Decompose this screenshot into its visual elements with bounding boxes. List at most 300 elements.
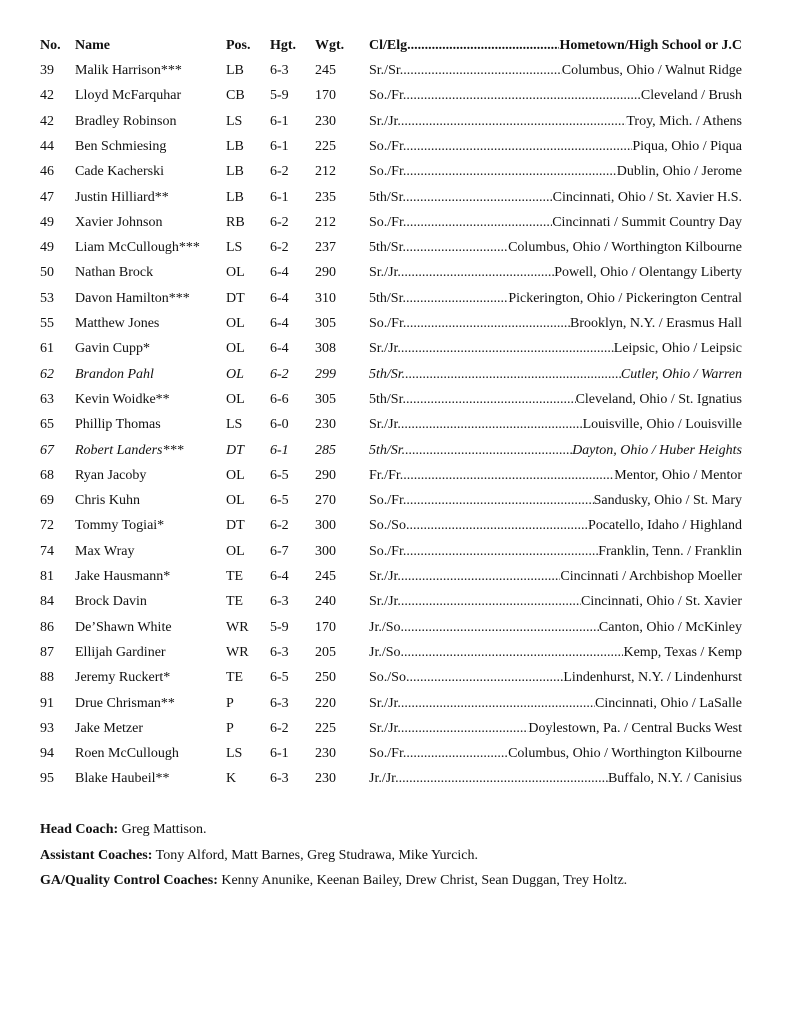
player-height: 6-1 (270, 138, 289, 154)
player-class: Sr./Jr. (369, 594, 401, 610)
player-class-hometown (369, 136, 742, 158)
player-hometown: Troy, Mich. / Athens (626, 113, 742, 129)
table-row (0, 338, 798, 360)
table-row (0, 667, 798, 689)
player-weight: 230 (315, 417, 336, 433)
player-position: LS (226, 113, 243, 129)
player-position: LB (226, 164, 244, 180)
player-name: Kevin Woidke** (75, 391, 170, 407)
player-name: Tommy Togiai* (75, 518, 165, 534)
assistant-coaches-value: Tony Alford, Matt Barnes, Greg Studrawa, Mike Yurcich. (152, 848, 479, 863)
player-height: 6-1 (270, 113, 289, 129)
player-class-hometown (369, 693, 742, 715)
table-row (0, 718, 798, 740)
player-weight: 285 (315, 442, 336, 458)
player-class-hometown (369, 465, 742, 487)
head-coach-value: Greg Mattison. (118, 822, 207, 837)
player-hometown: Dayton, Ohio / Huber Heights (572, 442, 742, 458)
player-class: 5th/Sr. (369, 391, 406, 407)
dot-leader (406, 187, 553, 209)
player-number: 84 (40, 594, 54, 610)
player-height: 6-7 (270, 543, 289, 559)
dot-leader (401, 591, 581, 613)
player-weight: 305 (315, 391, 336, 407)
player-name: Liam McCullough*** (75, 240, 200, 256)
player-height: 6-1 (270, 746, 289, 762)
player-height: 6-3 (270, 594, 289, 610)
player-weight: 205 (315, 644, 336, 660)
player-name: Gavin Cupp* (75, 341, 151, 357)
player-hometown: Cleveland / Brush (640, 88, 742, 104)
player-number: 65 (40, 417, 54, 433)
player-name: Phillip Thomas (75, 417, 161, 433)
player-class: Jr./So. (369, 644, 405, 660)
player-height: 6-5 (270, 493, 289, 509)
table-row (0, 515, 798, 537)
dot-leader (401, 414, 583, 436)
player-position: K (226, 771, 237, 787)
player-class-hometown (369, 389, 742, 411)
player-name: De’Shawn White (75, 619, 172, 635)
player-name: Brandon Pahl (75, 366, 154, 382)
player-name: Matthew Jones (75, 316, 160, 331)
player-hometown: Leipsic, Ohio / Leipsic (613, 341, 742, 357)
table-row (0, 617, 798, 639)
player-weight: 212 (315, 214, 336, 230)
table-row (0, 566, 798, 588)
table-row (0, 237, 798, 259)
player-weight: 290 (315, 467, 336, 483)
player-class-hometown (369, 212, 742, 234)
player-weight: 237 (315, 240, 336, 256)
table-row (0, 490, 798, 512)
player-class: Sr./Jr. (369, 417, 401, 433)
player-height: 6-5 (270, 670, 289, 686)
player-height: 6-3 (270, 695, 289, 711)
player-number: 87 (40, 644, 54, 660)
player-number: 69 (40, 493, 54, 509)
player-weight: 300 (315, 543, 336, 559)
dot-leader (406, 288, 508, 310)
player-number: 94 (40, 746, 54, 762)
player-name: Ben Schmiesing (75, 138, 167, 154)
player-class-hometown (369, 161, 742, 183)
player-class: 5th/Sr. (369, 442, 406, 458)
player-height: 6-3 (270, 644, 289, 660)
header-number: No. (40, 38, 61, 53)
player-class: Sr./Jr. (369, 265, 401, 281)
player-height: 6-1 (270, 189, 289, 205)
player-height: 6-1 (270, 442, 289, 458)
player-number: 67 (40, 442, 54, 458)
player-class-hometown (369, 187, 742, 209)
player-class-hometown (369, 490, 742, 512)
player-hometown: Lindenhurst, N.Y. / Lindenhurst (563, 670, 742, 686)
player-position: OL (226, 366, 244, 382)
dot-leader (399, 768, 608, 790)
dot-leader (401, 338, 614, 360)
table-row (0, 161, 798, 183)
player-hometown: Doylestown, Pa. / Central Bucks West (528, 720, 742, 736)
player-hometown: Cincinnati / Archbishop Moeller (560, 569, 742, 584)
table-row (0, 136, 798, 158)
player-number: 42 (40, 88, 54, 104)
table-row (0, 60, 798, 82)
player-number: 39 (40, 63, 54, 78)
player-class-hometown (369, 414, 742, 436)
player-position: P (226, 695, 234, 711)
assistant-coaches-label: Assistant Coaches: (40, 848, 153, 863)
player-class-hometown (369, 667, 742, 689)
player-class: So./Fr. (369, 316, 407, 331)
player-height: 6-4 (270, 316, 289, 331)
dot-leader (401, 111, 626, 133)
player-name: Jeremy Ruckert* (75, 670, 171, 686)
player-height: 6-3 (270, 771, 289, 787)
player-class-hometown (369, 591, 742, 613)
head-coach-line (40, 819, 206, 841)
table-row (0, 414, 798, 436)
player-number: 81 (40, 569, 54, 584)
player-class-hometown (369, 440, 742, 462)
dot-leader (406, 389, 576, 411)
player-name: Lloyd McFarquhar (75, 88, 182, 104)
player-position: WR (226, 619, 249, 635)
player-class: So./Fr. (369, 164, 407, 180)
player-name: Xavier Johnson (75, 214, 163, 230)
player-number: 74 (40, 543, 54, 559)
player-position: OL (226, 316, 245, 331)
player-class-hometown (369, 743, 742, 765)
player-weight: 212 (315, 164, 336, 180)
player-class: 5th/Sr. (369, 290, 406, 306)
player-name: Bradley Robinson (75, 113, 177, 129)
player-height: 6-0 (270, 417, 289, 433)
player-weight: 220 (315, 695, 336, 711)
player-hometown: Cincinnati, Ohio / LaSalle (595, 695, 742, 711)
dot-leader (409, 667, 563, 689)
player-name: Jake Hausmann* (75, 569, 171, 584)
dot-leader (406, 541, 598, 563)
header-class: Cl/Elg (369, 38, 408, 53)
player-number: 53 (40, 290, 54, 306)
player-name: Justin Hilliard** (75, 189, 169, 205)
player-position: P (226, 720, 234, 736)
player-number: 61 (40, 341, 54, 357)
player-position: TE (226, 569, 244, 584)
player-number: 47 (40, 189, 54, 205)
player-height: 6-4 (270, 341, 289, 357)
player-hometown: Cincinnati, Ohio / St. Xavier (581, 594, 742, 610)
player-class: Fr./Fr. (369, 467, 404, 483)
player-hometown: Buffalo, N.Y. / Canisius (607, 771, 742, 787)
player-position: OL (226, 391, 245, 407)
table-row (0, 768, 798, 790)
player-number: 44 (40, 138, 54, 154)
player-hometown: Dublin, Ohio / Jerome (616, 164, 742, 180)
player-height: 5-9 (270, 619, 289, 635)
player-weight: 230 (315, 746, 336, 762)
head-coach-label: Head Coach: (40, 822, 119, 837)
dot-leader (406, 743, 508, 765)
player-position: OL (226, 265, 245, 281)
player-number: 55 (40, 316, 54, 331)
table-row (0, 85, 798, 107)
player-class-hometown (369, 515, 742, 537)
player-height: 6-2 (270, 366, 289, 382)
player-hometown: Cincinnati, Ohio / St. Xavier H.S. (552, 189, 742, 205)
player-class: So./Fr. (369, 746, 407, 762)
ga-coaches-value: Kenny Anunike, Keenan Bailey, Drew Christ, Sean Duggan, Trey Holtz. (217, 873, 628, 888)
player-class: Sr./Jr. (369, 569, 401, 584)
player-weight: 270 (315, 493, 336, 509)
player-number: 88 (40, 670, 54, 686)
dot-leader (408, 617, 599, 639)
player-position: LB (226, 189, 244, 205)
player-position: RB (226, 214, 245, 230)
player-name: Malik Harrison*** (75, 63, 182, 78)
player-weight: 225 (315, 138, 336, 154)
player-hometown: Cincinnati / Summit Country Day (552, 214, 742, 230)
player-hometown: Pocatello, Idaho / Highland (588, 518, 742, 534)
player-number: 62 (40, 366, 54, 382)
player-weight: 245 (315, 63, 336, 78)
player-weight: 225 (315, 720, 336, 736)
table-row (0, 111, 798, 133)
header-weight: Wgt. (315, 38, 345, 53)
player-position: CB (226, 88, 245, 104)
player-number: 95 (40, 771, 54, 787)
roster-header-row (0, 35, 798, 57)
player-name: Robert Landers*** (75, 442, 184, 458)
player-class: So./Fr. (369, 214, 407, 230)
player-name: Blake Haubeil** (75, 771, 170, 787)
player-class-hometown (369, 288, 742, 310)
player-weight: 300 (315, 518, 336, 534)
player-height: 5-9 (270, 88, 289, 104)
player-number: 93 (40, 720, 54, 736)
assistant-coaches-line (40, 845, 478, 867)
header-position: Pos. (226, 38, 251, 53)
player-position: OL (226, 493, 245, 509)
player-height: 6-2 (270, 214, 289, 230)
player-class: So./Fr. (369, 493, 407, 509)
player-weight: 305 (315, 316, 336, 331)
player-class-hometown (369, 642, 742, 664)
table-row (0, 364, 798, 386)
player-hometown: Mentor, Ohio / Mentor (614, 467, 742, 483)
player-position: WR (226, 644, 249, 660)
dot-leader (406, 161, 616, 183)
player-class-hometown (369, 566, 742, 588)
player-weight: 245 (315, 569, 336, 584)
ga-coaches-line (40, 870, 627, 892)
player-class: So./Fr. (369, 88, 407, 104)
table-row (0, 440, 798, 462)
player-position: LS (226, 417, 243, 433)
player-name: Nathan Brock (75, 265, 154, 281)
player-hometown: Pickerington, Ohio / Pickerington Central (508, 290, 742, 306)
player-class: 5th/Sr. (369, 189, 406, 205)
player-height: 6-4 (270, 569, 289, 584)
player-hometown: Louisville, Ohio / Louisville (582, 417, 742, 433)
header-hometown: Hometown/High School or J.C (559, 38, 742, 53)
player-class-hometown (369, 85, 742, 107)
player-position: TE (226, 594, 244, 610)
player-class: So./Fr. (369, 138, 407, 154)
player-hometown: Powell, Ohio / Olentangy Liberty (554, 265, 742, 281)
player-weight: 250 (315, 670, 336, 686)
header-name: Name (75, 38, 110, 53)
player-weight: 235 (315, 189, 336, 205)
player-class: So./Fr. (369, 543, 407, 559)
table-row (0, 389, 798, 411)
player-class: So./So. (369, 518, 410, 534)
dot-leader (401, 566, 561, 588)
player-weight: 290 (315, 265, 336, 281)
player-height: 6-3 (270, 63, 289, 78)
player-hometown: Franklin, Tenn. / Franklin (598, 543, 742, 559)
player-hometown: Cleveland, Ohio / St. Ignatius (575, 391, 742, 407)
player-hometown: Columbus, Ohio / Walnut Ridge (561, 63, 742, 78)
player-number: 86 (40, 619, 54, 635)
player-position: OL (226, 341, 245, 357)
player-weight: 170 (315, 88, 336, 104)
player-height: 6-2 (270, 720, 289, 736)
table-row (0, 541, 798, 563)
player-height: 6-6 (270, 391, 289, 407)
player-name: Ellijah Gardiner (75, 644, 166, 660)
player-height: 6-4 (270, 290, 289, 306)
player-class-hometown (369, 541, 742, 563)
player-number: 50 (40, 265, 54, 281)
player-height: 6-4 (270, 265, 289, 281)
player-position: LB (226, 138, 244, 154)
player-class: Sr./Jr. (369, 720, 401, 736)
player-number: 49 (40, 240, 54, 256)
ga-coaches-label: GA/Quality Control Coaches: (40, 873, 218, 888)
player-position: TE (226, 670, 244, 686)
player-hometown: Brooklyn, N.Y. / Erasmus Hall (569, 316, 742, 331)
dot-leader (401, 262, 554, 284)
player-position: OL (226, 543, 245, 559)
player-number: 63 (40, 391, 54, 407)
table-row (0, 288, 798, 310)
player-weight: 240 (315, 594, 336, 610)
dot-leader (401, 718, 528, 740)
player-name: Max Wray (75, 543, 135, 559)
player-number: 49 (40, 214, 54, 230)
player-position: DT (226, 442, 244, 458)
player-number: 72 (40, 518, 54, 534)
player-class-hometown (369, 364, 742, 386)
player-height: 6-2 (270, 164, 289, 180)
dot-leader (409, 515, 588, 537)
player-hometown: Sandusky, Ohio / St. Mary (593, 493, 742, 509)
player-class: Sr./Sr. (369, 63, 404, 78)
player-class: 5th/Sr. (369, 366, 406, 382)
player-class: So./So. (369, 670, 410, 686)
player-class-hometown (369, 262, 742, 284)
player-hometown: Canton, Ohio / McKinley (598, 619, 742, 635)
player-position: DT (226, 518, 245, 534)
player-hometown: Kemp, Texas / Kemp (623, 644, 742, 660)
dot-leader (407, 35, 559, 57)
player-height: 6-2 (270, 518, 289, 534)
player-height: 6-2 (270, 240, 289, 256)
player-name: Chris Kuhn (75, 493, 140, 509)
player-weight: 308 (315, 341, 336, 357)
player-position: DT (226, 290, 245, 306)
player-hometown: Cutler, Ohio / Warren (620, 366, 742, 382)
dot-leader (406, 85, 641, 107)
player-weight: 310 (315, 290, 336, 306)
dot-leader (401, 693, 595, 715)
player-class-hometown (369, 60, 742, 82)
player-class-hometown (369, 237, 742, 259)
player-class-hometown (369, 718, 742, 740)
player-class: 5th/Sr. (369, 240, 406, 256)
player-class-hometown (369, 617, 742, 639)
player-weight: 230 (315, 113, 336, 129)
player-name: Davon Hamilton*** (75, 290, 190, 306)
table-row (0, 313, 798, 335)
player-class-hometown (369, 313, 742, 335)
table-row (0, 187, 798, 209)
dot-leader (406, 490, 593, 512)
player-class: Sr./Jr. (369, 341, 401, 357)
dot-leader (406, 313, 570, 335)
table-row (0, 591, 798, 613)
player-class: Jr./Jr. (369, 771, 399, 787)
dot-leader (406, 237, 508, 259)
player-position: LB (226, 63, 244, 78)
dot-leader (406, 136, 632, 158)
header-class-hometown (369, 35, 742, 57)
table-row (0, 465, 798, 487)
player-name: Drue Chrisman** (75, 695, 175, 711)
player-height: 6-5 (270, 467, 289, 483)
dot-leader (406, 212, 552, 234)
player-weight: 170 (315, 619, 336, 635)
table-row (0, 693, 798, 715)
player-class: Sr./Jr. (369, 113, 401, 129)
dot-leader (403, 60, 562, 82)
player-weight: 230 (315, 771, 336, 787)
player-class-hometown (369, 111, 742, 133)
player-class: Sr./Jr. (369, 695, 401, 711)
player-hometown: Piqua, Ohio / Piqua (632, 138, 742, 154)
player-number: 91 (40, 695, 54, 711)
player-number: 42 (40, 113, 54, 129)
player-class-hometown (369, 338, 742, 360)
dot-leader (403, 465, 614, 487)
dot-leader (405, 364, 621, 386)
player-hometown: Columbus, Ohio / Worthington Kilbourne (508, 240, 742, 256)
player-number: 46 (40, 164, 54, 180)
player-class: Jr./So.. (369, 619, 408, 635)
player-position: OL (226, 467, 245, 483)
dot-leader (404, 642, 623, 664)
dot-leader (405, 440, 572, 462)
player-position: LS (226, 240, 243, 256)
table-row (0, 642, 798, 664)
player-name: Ryan Jacoby (75, 467, 147, 483)
player-hometown: Columbus, Ohio / Worthington Kilbourne (508, 746, 742, 762)
player-name: Roen McCullough (75, 746, 179, 762)
table-row (0, 212, 798, 234)
header-height: Hgt. (270, 38, 297, 53)
